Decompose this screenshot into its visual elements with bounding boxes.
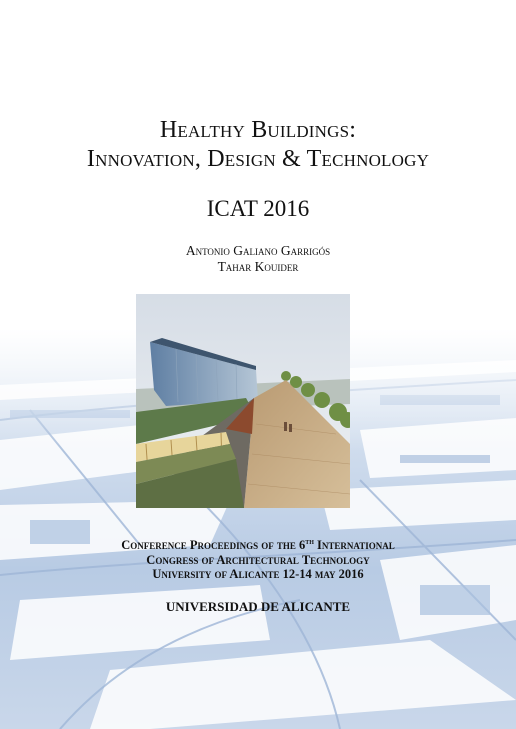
conference-line-3: University of Alicante 12-14 may 2016: [152, 567, 364, 582]
conference-line-1: [0, 535, 516, 553]
title-line-2: Innovation, Design & Technology: [86, 146, 430, 172]
cover-photo: [136, 294, 350, 508]
conference-info: [0, 535, 516, 582]
conference-line-1-tail: International: [313, 538, 395, 553]
conference-line-1-text: Conference Proceedings of the 6: [121, 538, 306, 553]
conference-line-2: Congress of Architectural Technology: [146, 552, 370, 567]
ordinal-suffix: th: [305, 537, 314, 546]
title-line-1: Healthy Buildings:: [159, 117, 357, 143]
publisher: UNIVERSIDAD DE ALICANTE: [165, 599, 351, 614]
authors: [0, 243, 516, 275]
author-name: Tahar Kouider: [217, 259, 299, 274]
subtitle: ICAT 2016: [206, 196, 310, 221]
author-name: Antonio Galiano Garrigós: [185, 243, 331, 258]
